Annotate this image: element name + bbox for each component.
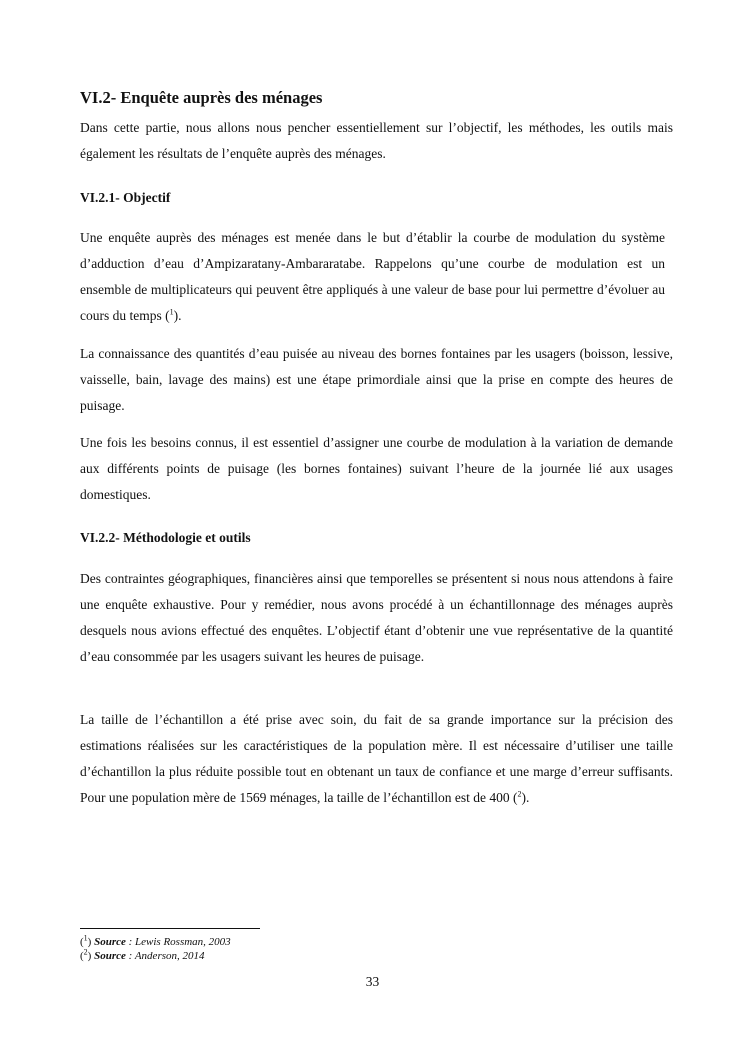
subsection-methodologie-title: VI.2.2- Méthodologie et outils (80, 530, 251, 545)
objectif-paragraph-2: La connaissance des quantités d’eau puisée au niveau des bornes fontaines par les usagers (boisson, lessive, vaisselle, bain, lavage des mains) est une étape primordiale ainsi que la prise en compte des heures de puisage. (80, 346, 673, 413)
methodologie-paragraph-2: La taille de l’échantillon a été prise avec soin, du fait de sa grande importance sur la précision des estimations réalisées sur les caractéristiques de la population mère. Il est nécessaire d’utiliser une taille d’échantillon la plus réduite possible tout en obtenant un taux de confiance et une marge d’erreur suffisants. Pour une population mère de 1569 ménages, la taille de l’échantillon est de 400 ($^2$). (80, 712, 673, 805)
footnote-separator (80, 928, 260, 929)
objectif-paragraph-3: Une fois les besoins connus, il est essentiel d’assigner une courbe de modulation à la variation de demande aux différents points de puisage (les bornes fontaines) suivant l’heure de la journée lié aux usages domestiques. (80, 435, 673, 502)
methodologie-paragraph-1: Des contraintes géographiques, financières ainsi que temporelles se présentent si nous nous attendons à faire une enquête exhaustive. Pour y remédier, nous avons procédé à un échantillonnage des ménages auprès desquels nous avions effectué des enquêtes. L’objectif étant d’obtenir une vue représentative de la quantité d’eau consommée par les usagers suivant les heures de puisage. (80, 571, 673, 664)
objectif-paragraph-1: Une enquête auprès des ménages est menée dans le but d’établir la courbe de modulation du système d’adduction d’eau d’Ampizaratany-Ambararatabe. Rappelons qu’une courbe de modulation est un ensemble de multiplicateurs qui peuvent être appliqués à une valeur de base pour lui permettre d’évoluer au cours du temps ($^1$). (80, 230, 665, 323)
footnote-ref-2: 2 (517, 789, 522, 799)
section-intro: Dans cette partie, nous allons nous pencher essentiellement sur l’objectif, les méthodes, les outils mais également les résultats de l’enquête auprès des ménages. (80, 120, 673, 161)
subsection-objectif-title: VI.2.1- Objectif (80, 190, 171, 205)
page-number: 33 (365, 974, 380, 989)
footnote-ref-1: 1 (169, 307, 174, 317)
section-title: VI.2- Enquête auprès des ménages (80, 88, 323, 107)
footnote-1: ($^1$) Source : Lewis Rossman, 2003 (80, 933, 231, 948)
footnote-2: ($^2$) Source : Anderson, 2014 (80, 947, 205, 962)
